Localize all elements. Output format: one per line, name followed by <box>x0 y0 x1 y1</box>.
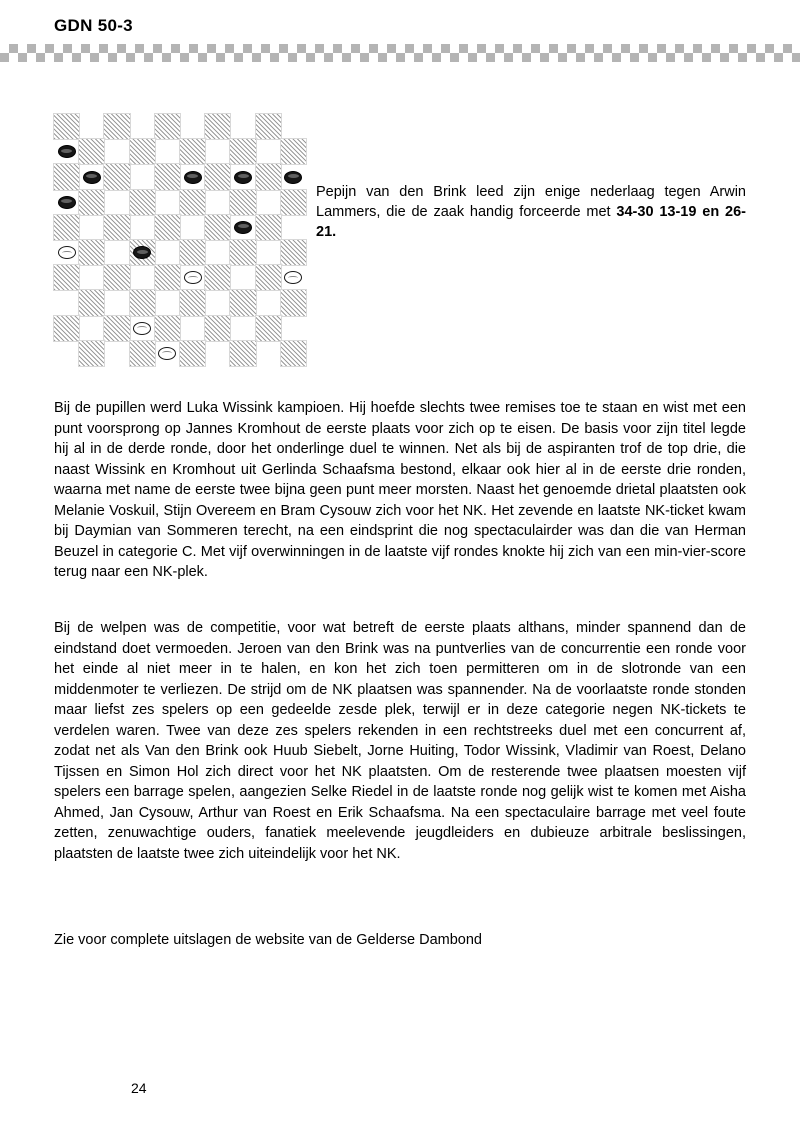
board-square <box>130 341 155 366</box>
board-square <box>256 240 281 265</box>
board-square <box>54 316 79 341</box>
board-square <box>256 290 281 315</box>
board-square <box>104 190 129 215</box>
board-square <box>180 341 205 366</box>
board-square <box>104 316 129 341</box>
board-square <box>155 215 180 240</box>
board-square <box>155 190 180 215</box>
board-square <box>79 114 104 139</box>
board-square <box>256 215 281 240</box>
checkered-divider <box>0 44 800 62</box>
board-square <box>180 190 205 215</box>
black-piece <box>58 145 76 158</box>
board-square <box>230 265 255 290</box>
board-square <box>104 240 129 265</box>
board-square <box>180 114 205 139</box>
black-piece <box>58 196 76 209</box>
board-square <box>281 190 306 215</box>
board-square <box>180 139 205 164</box>
board-square <box>130 290 155 315</box>
board-square <box>205 240 230 265</box>
board-square <box>79 215 104 240</box>
board-square <box>230 240 255 265</box>
board-square <box>104 215 129 240</box>
board-square <box>205 164 230 189</box>
board-square <box>281 290 306 315</box>
board-square <box>54 215 79 240</box>
board-square <box>155 139 180 164</box>
board-square <box>205 341 230 366</box>
board-square <box>155 290 180 315</box>
board-square <box>155 316 180 341</box>
board-square <box>205 139 230 164</box>
board-square <box>205 215 230 240</box>
board-square <box>155 265 180 290</box>
draughts-diagram <box>54 114 306 366</box>
board-square <box>104 139 129 164</box>
board-square <box>104 164 129 189</box>
board-square <box>130 215 155 240</box>
board-square <box>54 341 79 366</box>
board-square <box>281 240 306 265</box>
board-square <box>230 290 255 315</box>
board-square <box>180 240 205 265</box>
board-square <box>130 164 155 189</box>
board-square <box>54 290 79 315</box>
caption-moves: 34-30 13-19 en 26-21. <box>316 204 746 240</box>
board-square <box>256 139 281 164</box>
board-square <box>205 290 230 315</box>
caption-text: Pepijn van den Brink leed zijn enige nederlaag tegen Arwin Lammers, die de zaak handig forceerde met <box>316 184 746 220</box>
board-square <box>79 265 104 290</box>
black-piece <box>83 171 101 184</box>
board-square <box>155 240 180 265</box>
board-square <box>130 114 155 139</box>
white-piece <box>58 246 76 259</box>
board-square <box>256 341 281 366</box>
board-square <box>256 114 281 139</box>
page-number: 24 <box>131 1080 147 1096</box>
board-square <box>281 341 306 366</box>
board-square <box>256 316 281 341</box>
board-square <box>104 290 129 315</box>
board-square <box>79 341 104 366</box>
board-square <box>230 316 255 341</box>
black-piece <box>184 171 202 184</box>
board-square <box>79 240 104 265</box>
board-square <box>230 139 255 164</box>
body-paragraph-3: Zie voor complete uitslagen de website van de Gelderse Dambond <box>54 932 482 948</box>
board-square <box>130 139 155 164</box>
diagram-caption <box>316 182 746 242</box>
board-square <box>79 316 104 341</box>
board-square <box>155 164 180 189</box>
board-square <box>155 114 180 139</box>
board-square <box>256 265 281 290</box>
board-square <box>180 290 205 315</box>
board-square <box>130 190 155 215</box>
board-square <box>180 316 205 341</box>
black-piece <box>284 171 302 184</box>
board-square <box>281 215 306 240</box>
board-square <box>180 215 205 240</box>
board-square <box>230 190 255 215</box>
board-square <box>205 265 230 290</box>
board-square <box>79 190 104 215</box>
board-square <box>104 341 129 366</box>
board-square <box>54 164 79 189</box>
white-piece <box>184 271 202 284</box>
draughts-board <box>54 114 306 366</box>
white-piece <box>133 322 151 335</box>
board-square <box>104 265 129 290</box>
board-square <box>281 316 306 341</box>
board-square <box>281 139 306 164</box>
board-square <box>205 316 230 341</box>
board-square <box>230 114 255 139</box>
body-paragraph-2: Bij de welpen was de competitie, voor wat betreft de eerste plaats althans, minder spannend dan de eindstand doet vermoeden. Jeroen van den Brink was na puntverlies van de concurrentie een ronde voor het einde al niet meer in te halen, en kon het zich toen permitteren om in de slotronde van een middenmoter te verliezen. De strijd om de NK plaatsen was spannender. Na de voorlaatste ronde stonden maar liefst zes spelers op een gedeelde zesde plek, terwijl er in deze categorie negen NK-tickets te verdelen waren. Twee van deze zes spelers rekenden in een rechtstreeks duel met een concurrent af, zodat net als Van den Brink ook Huub Siebelt, Jorne Huiting, Todor Wissink, Vladimir van Roest, Delano Tijssen en Simon Hol zich direct voor het NK plaatsten. Om de resterende twee plaatsen moesten vijf spelers een barrage spelen, aangezien Selke Riedel in de laatste ronde nog gelijk wist te komen met Aisha Ahmed, Jan Cysouw, Arthur van Roest en Erik Schaafsma. Na een spectaculaire barrage met veel foute zetten, zenuwachtige ouders, fanatiek meelevende jeugdleiders en dubieuze arbitrale beslissingen, plaatsten de laatste twee zich uiteindelijk voor het NK. <box>54 620 746 862</box>
board-square <box>130 265 155 290</box>
page-header-title: GDN 50-3 <box>54 16 133 35</box>
board-square <box>79 290 104 315</box>
board-square <box>230 341 255 366</box>
board-square <box>281 114 306 139</box>
board-square <box>54 114 79 139</box>
board-square <box>256 164 281 189</box>
board-square <box>54 265 79 290</box>
board-square <box>205 114 230 139</box>
board-square <box>256 190 281 215</box>
board-square <box>104 114 129 139</box>
board-square <box>205 190 230 215</box>
body-paragraph-1: Bij de pupillen werd Luka Wissink kampioen. Hij hoefde slechts twee remises toe te staan en wist met een punt voorsprong op Jannes Kromhout de eerste plaats voor zich op te eisen. De basis voor zijn titel legde hij al in de derde ronde, door het onderlinge duel te winnen. Net als bij de aspiranten trof de top drie, die naast Wissink en Kromhout uit Gerlinda Schaafsma bestond, elkaar ook hier al in de eerste drie ronden, waarna met name de eerste twee bijna geen punt meer morsten. Naast het genoemde drietal plaatsten ook Melanie Voskuil, Stijn Overeem en Bram Cysouw zich voor het NK. Het zevende en laatste NK-ticket kwam bij Daymian van Sommeren terecht, na een eindsprint die nog spectaculairder was dan die van Herman Beuzel in categorie C. Met vijf overwinningen in de laatste vijf rondes knokte hij zich van een min-vier-score terug naar een NK-plek. <box>54 400 746 580</box>
black-piece <box>234 171 252 184</box>
board-square <box>79 139 104 164</box>
black-piece <box>234 221 252 234</box>
